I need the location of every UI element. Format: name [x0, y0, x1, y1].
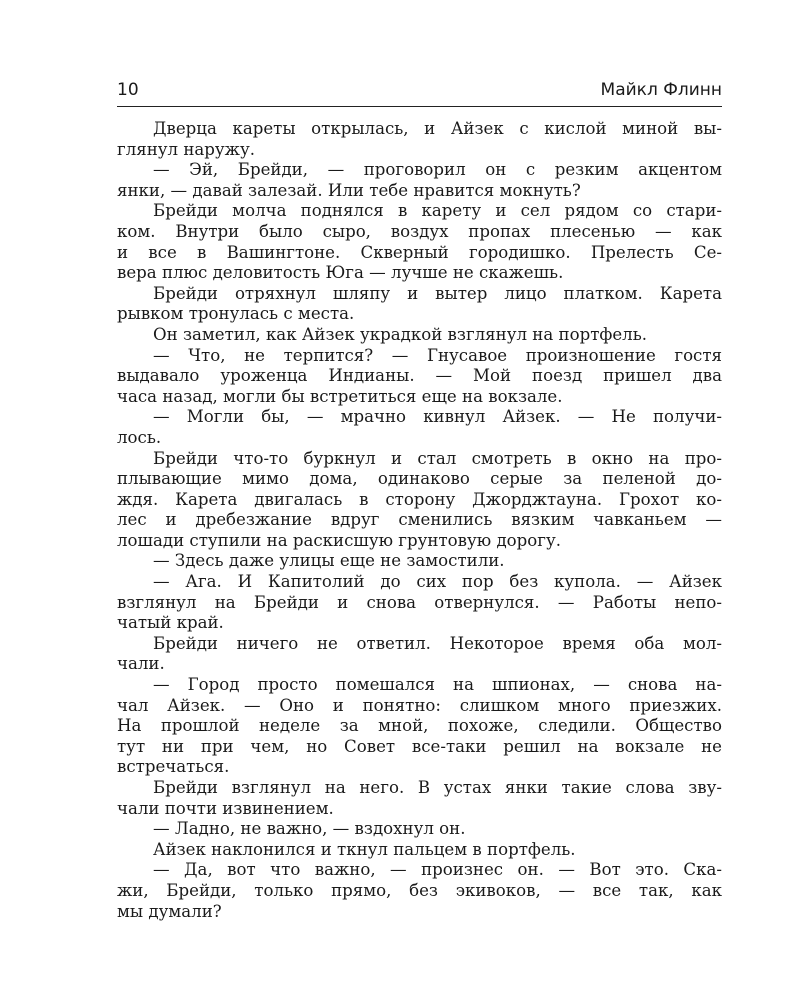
- text-line: — Что, не терпится? — Гнусавое произношение гостя: [153, 345, 722, 365]
- text-line: лес и дребезжание вдруг сменились вязким чавканьем —: [117, 510, 722, 530]
- text-line: — Город просто помешался на шпионах, — снова на-: [153, 675, 722, 695]
- text-line: — Могли бы, — мрачно кивнул Айзек. — Не получи-: [153, 407, 722, 427]
- text-line: Брейди что-то буркнул и стал смотреть в окно на про-: [153, 448, 722, 468]
- text-line: лось.: [117, 427, 162, 447]
- text-line: чали.: [117, 654, 165, 674]
- text-line: Дверца кареты открылась, и Айзек с кислой миной вы-: [153, 119, 722, 138]
- body-text: [117, 119, 722, 922]
- text-line: — Эй, Брейди, — проговорил он с резким акцентом: [153, 160, 722, 180]
- text-line: Он заметил, как Айзек украдкой взглянул на портфель.: [153, 324, 648, 344]
- text-line: и все в Вашингтоне. Скверный городишко. Прелесть Се-: [117, 242, 722, 262]
- text-line: чали почти извинением.: [117, 798, 334, 818]
- text-line: взглянул на Брейди и снова отвернулся. — Работы непо-: [117, 592, 722, 612]
- text-line: ждя. Карета двигалась в сторону Джорджтауна. Грохот ко-: [117, 489, 722, 509]
- text-line: встречаться.: [117, 757, 230, 777]
- text-line: Айзек наклонился и ткнул пальцем в портфель.: [153, 839, 576, 859]
- text-line: янки, — давай залезай. Или тебе нравится мокнуть?: [117, 180, 581, 200]
- page-number: 10: [117, 80, 139, 100]
- text-line: часа назад, могли бы встретиться еще на вокзале.: [117, 386, 563, 406]
- running-head-author: Майкл Флинн: [600, 80, 722, 100]
- text-line: глянул наружу.: [117, 139, 255, 159]
- text-line: плывающие мимо дома, одинаково серые за пеленой до-: [117, 469, 722, 489]
- text-line: рывком тронулась с места.: [117, 304, 355, 324]
- text-line: лошади ступили на раскисшую грунтовую дорогу.: [117, 530, 561, 550]
- text-line: Брейди молча поднялся в карету и сел рядом со стари-: [153, 201, 722, 221]
- text-line: На прошлой неделе за мной, похоже, следили. Общество: [117, 716, 722, 736]
- text-line: выдавало уроженца Индианы. — Мой поезд пришел два: [117, 366, 722, 386]
- text-line: тут ни при чем, но Совет все-таки решил на вокзале не: [117, 736, 722, 756]
- page-header: [117, 76, 722, 107]
- text-line: жи, Брейди, только прямо, без экивоков, — все так, как: [117, 880, 722, 900]
- text-line: — Ладно, не важно, — вздохнул он.: [153, 819, 466, 839]
- text-line: чатый край.: [117, 613, 224, 633]
- text-line: Брейди взглянул на него. В устах янки такие слова зву-: [153, 778, 722, 797]
- text-line: ком. Внутри было сыро, воздух пропах плесенью — как: [117, 221, 722, 241]
- text-line: — Здесь даже улицы еще не замостили.: [153, 551, 505, 571]
- text-line: мы думали?: [117, 901, 222, 921]
- text-line: вера плюс деловитость Юга — лучше не скажешь.: [117, 263, 564, 283]
- text-line: — Ага. И Капитолий до сих пор без купола. — Айзек: [153, 572, 722, 592]
- text-line: чал Айзек. — Оно и понятно: слишком много приезжих.: [117, 695, 722, 715]
- text-line: Брейди отряхнул шляпу и вытер лицо платком. Карета: [153, 283, 722, 303]
- text-line: Брейди ничего не ответил. Некоторое время оба мол-: [153, 633, 722, 653]
- text-line: — Да, вот что важно, — произнес он. — Вот это. Ска-: [153, 860, 722, 880]
